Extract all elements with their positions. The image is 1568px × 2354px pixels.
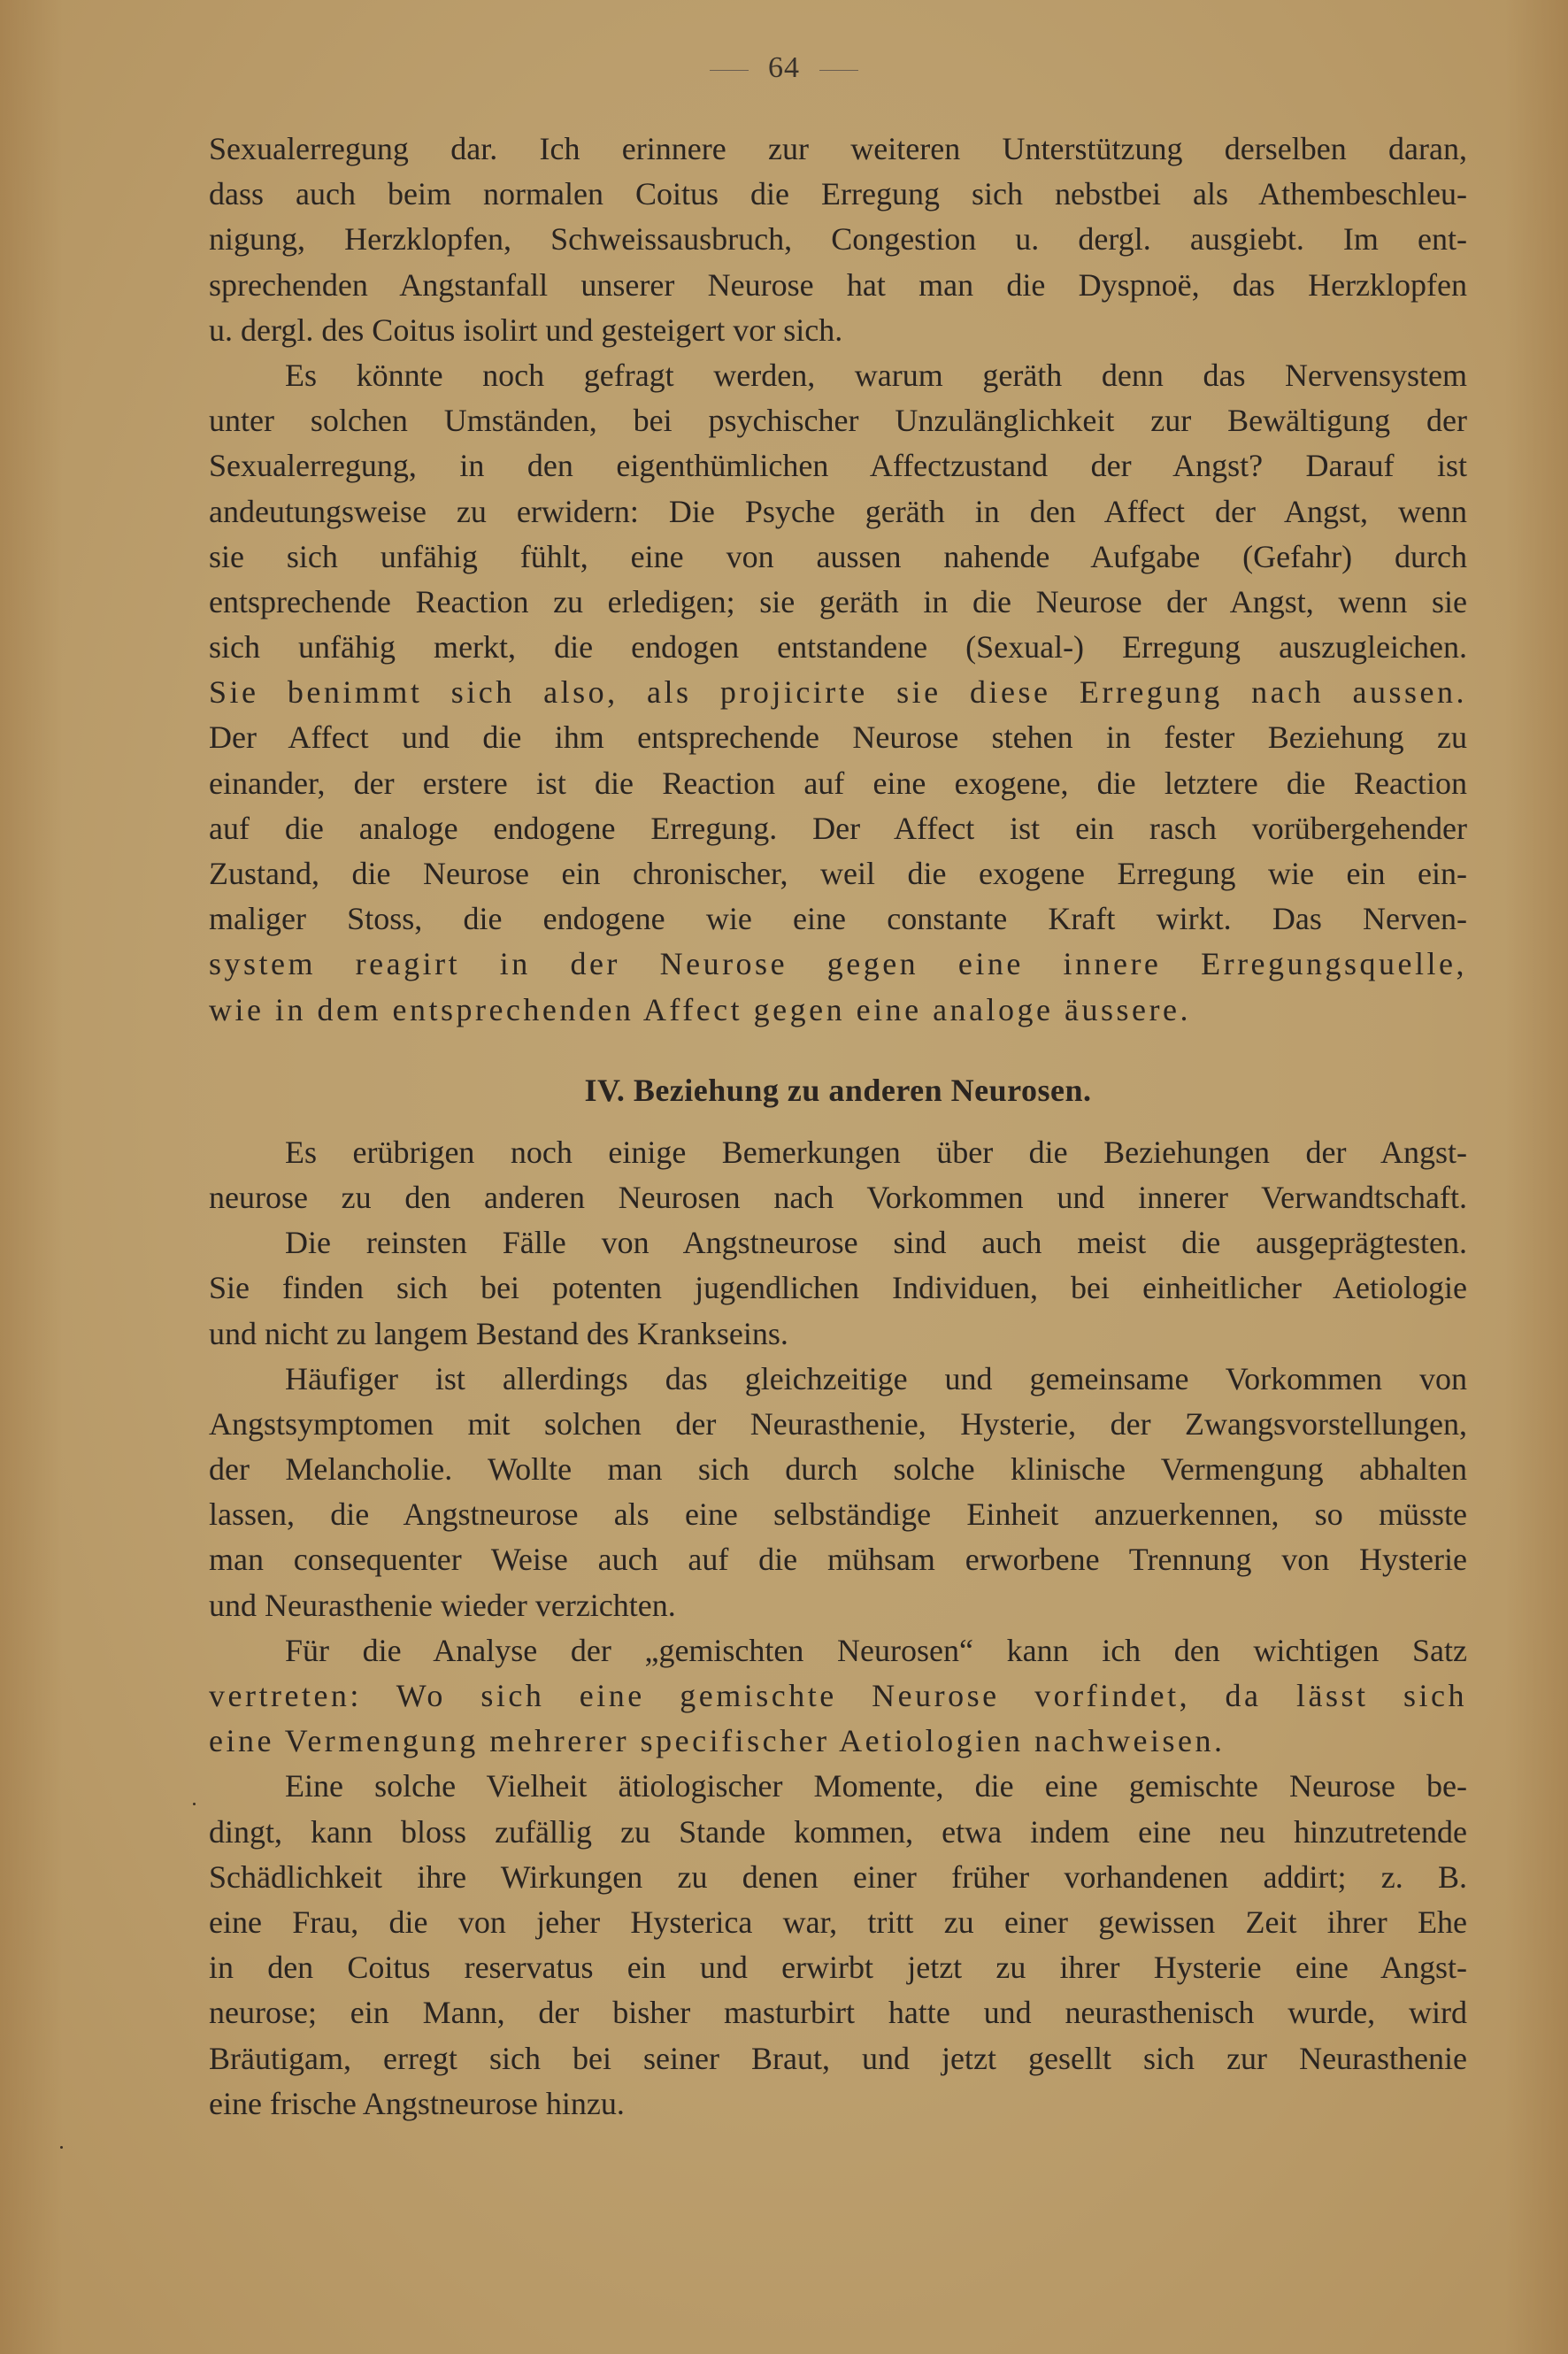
text-line: Häufiger ist allerdings das gleichzeitige und gemeinsame Vorkommen von xyxy=(285,1360,1467,1396)
paper-speck xyxy=(60,2146,63,2149)
text-line: Bräutigam, erregt sich bei seiner Braut, und jetzt gesellt sich zur Neurasthenie xyxy=(209,2040,1467,2076)
text-line: eine Frau, die von jeher Hysterica war, tritt zu einer gewissen Zeit ihrer Ehe xyxy=(209,1904,1467,1940)
text-line: der Melancholie. Wollte man sich durch solche klinische Vermengung abhalten xyxy=(209,1451,1467,1488)
text-line: lassen, die Angstneurose als eine selbständige Einheit anzuerkennen, so müsste xyxy=(209,1496,1467,1533)
text-line: in den Coitus reservatus ein und erwirbt jetzt zu ihrer Hysterie eine Angst- xyxy=(209,1950,1467,1986)
text-line: dingt, kann bloss zufällig zu Stande kommen, etwa indem eine neu hinzutretende xyxy=(209,1813,1467,1850)
paragraph xyxy=(209,127,1467,353)
text-line: Sexualerregung, in den eigenthümlichen Affectzustand der Angst? Darauf ist xyxy=(209,448,1467,484)
page-number-value: 64 xyxy=(768,51,800,84)
text-line: und Neurasthenie wieder verzichten. xyxy=(209,1587,676,1623)
text-line: entsprechende Reaction zu erledigen; sie geräth in die Neurose der Angst, wenn sie xyxy=(209,583,1467,619)
text-line: Schädlichkeit ihre Wirkungen zu denen einer früher vorhandenen addirt; z. B. xyxy=(209,1858,1467,1895)
paragraph xyxy=(209,1764,1467,2127)
text-line: neurose zu den anderen Neurosen nach Vorkommen und innerer Verwandtschaft. xyxy=(209,1179,1467,1215)
dash-right xyxy=(819,70,858,71)
paragraph xyxy=(209,353,1467,1033)
paragraph xyxy=(209,1357,1467,1628)
text-line: Eine solche Vielheit ätiologischer Momente, die eine gemischte Neurose be- xyxy=(285,1768,1467,1804)
text-line: Für die Analyse der „gemischten Neurosen“ kann ich den wichtigen Satz xyxy=(285,1632,1467,1668)
text-line: einander, der erstere ist die Reaction auf eine exogene, die letztere die Reaction xyxy=(209,765,1467,801)
text-line-emphasis: vertreten: Wo sich eine gemischte Neurose vorfindet, da lässt sich xyxy=(209,1678,1467,1713)
text-line: neurose; ein Mann, der bisher masturbirt hatte und neurasthenisch wurde, wird xyxy=(209,1995,1467,2031)
text-line-emphasis: Sie benimmt sich also, als projicirte sie diese Erregung nach aussen. xyxy=(209,674,1467,711)
text-line: nigung, Herzklopfen, Schweissausbruch, Congestion u. dergl. ausgiebt. Im ent- xyxy=(209,221,1467,258)
text-line: andeutungsweise zu erwidern: Die Psyche geräth in den Affect der Angst, wenn xyxy=(209,493,1467,529)
text-line: sprechenden Angstanfall unserer Neurose hat man die Dyspnoë, das Herzklopfen xyxy=(209,266,1467,303)
section-heading: IV. Beziehung zu anderen Neurosen. xyxy=(584,1072,1092,1108)
text-line: Es erübrigen noch einige Bemerkungen über die Beziehungen der Angst- xyxy=(285,1134,1467,1170)
text-line: sie sich unfähig fühlt, eine von aussen nahende Aufgabe (Gefahr) durch xyxy=(209,538,1467,574)
text-line: u. dergl. des Coitus isolirt und gesteigert vor sich. xyxy=(209,312,843,348)
text-line: Sie finden sich bei potenten jugendlichen Individuen, bei einheitlicher Aetiologie xyxy=(209,1270,1467,1306)
text-line: dass auch beim normalen Coitus die Erregung sich nebstbei als Athembeschleu- xyxy=(209,176,1467,212)
body-text xyxy=(209,127,1467,2127)
text-line: unter solchen Umständen, bei psychischer Unzulänglichkeit zur Bewältigung der xyxy=(209,403,1467,439)
dash-left xyxy=(710,70,749,71)
text-line: man consequenter Weise auch auf die mühsam erworbene Trennung von Hysterie xyxy=(209,1542,1467,1578)
text-line: auf die analoge endogene Erregung. Der Affect ist ein rasch vorübergehender xyxy=(209,810,1467,846)
text-line: Sexualerregung dar. Ich erinnere zur weiteren Unterstützung derselben daran, xyxy=(209,131,1467,166)
text-line: maliger Stoss, die endogene wie eine constante Kraft wirkt. Das Nerven- xyxy=(209,901,1467,937)
text-line: Die reinsten Fälle von Angstneurose sind auch meist die ausgeprägtesten. xyxy=(285,1225,1467,1261)
text-line: Angstsymptomen mit solchen der Neurasthenie, Hysterie, der Zwangsvorstellungen, xyxy=(209,1405,1467,1442)
text-line-emphasis: eine Vermengung mehrerer specifischer Aetiologien nachweisen. xyxy=(209,1723,1226,1759)
paper-speck xyxy=(193,1803,196,1805)
page-number xyxy=(0,51,1568,85)
text-line-emphasis: wie in dem entsprechenden Affect gegen eine analoge äussere. xyxy=(209,991,1191,1027)
paragraph xyxy=(209,1628,1467,1765)
text-line: eine frische Angstneurose hinzu. xyxy=(209,2085,625,2121)
text-line: Zustand, die Neurose ein chronischer, weil die exogene Erregung wie ein ein- xyxy=(209,856,1467,891)
text-line: und nicht zu langem Bestand des Krankseins. xyxy=(209,1315,788,1351)
text-line: Es könnte noch gefragt werden, warum geräth denn das Nervensystem xyxy=(285,357,1467,393)
paragraph xyxy=(209,1130,1467,1220)
text-line-emphasis: system reagirt in der Neurose gegen eine innere Erregungsquelle, xyxy=(209,946,1467,982)
text-line: sich unfähig merkt, die endogen entstandene (Sexual-) Erregung auszugleichen. xyxy=(209,629,1467,665)
text-line: Der Affect und die ihm entsprechende Neurose stehen in fester Beziehung zu xyxy=(209,719,1467,756)
paragraph xyxy=(209,1220,1467,1357)
